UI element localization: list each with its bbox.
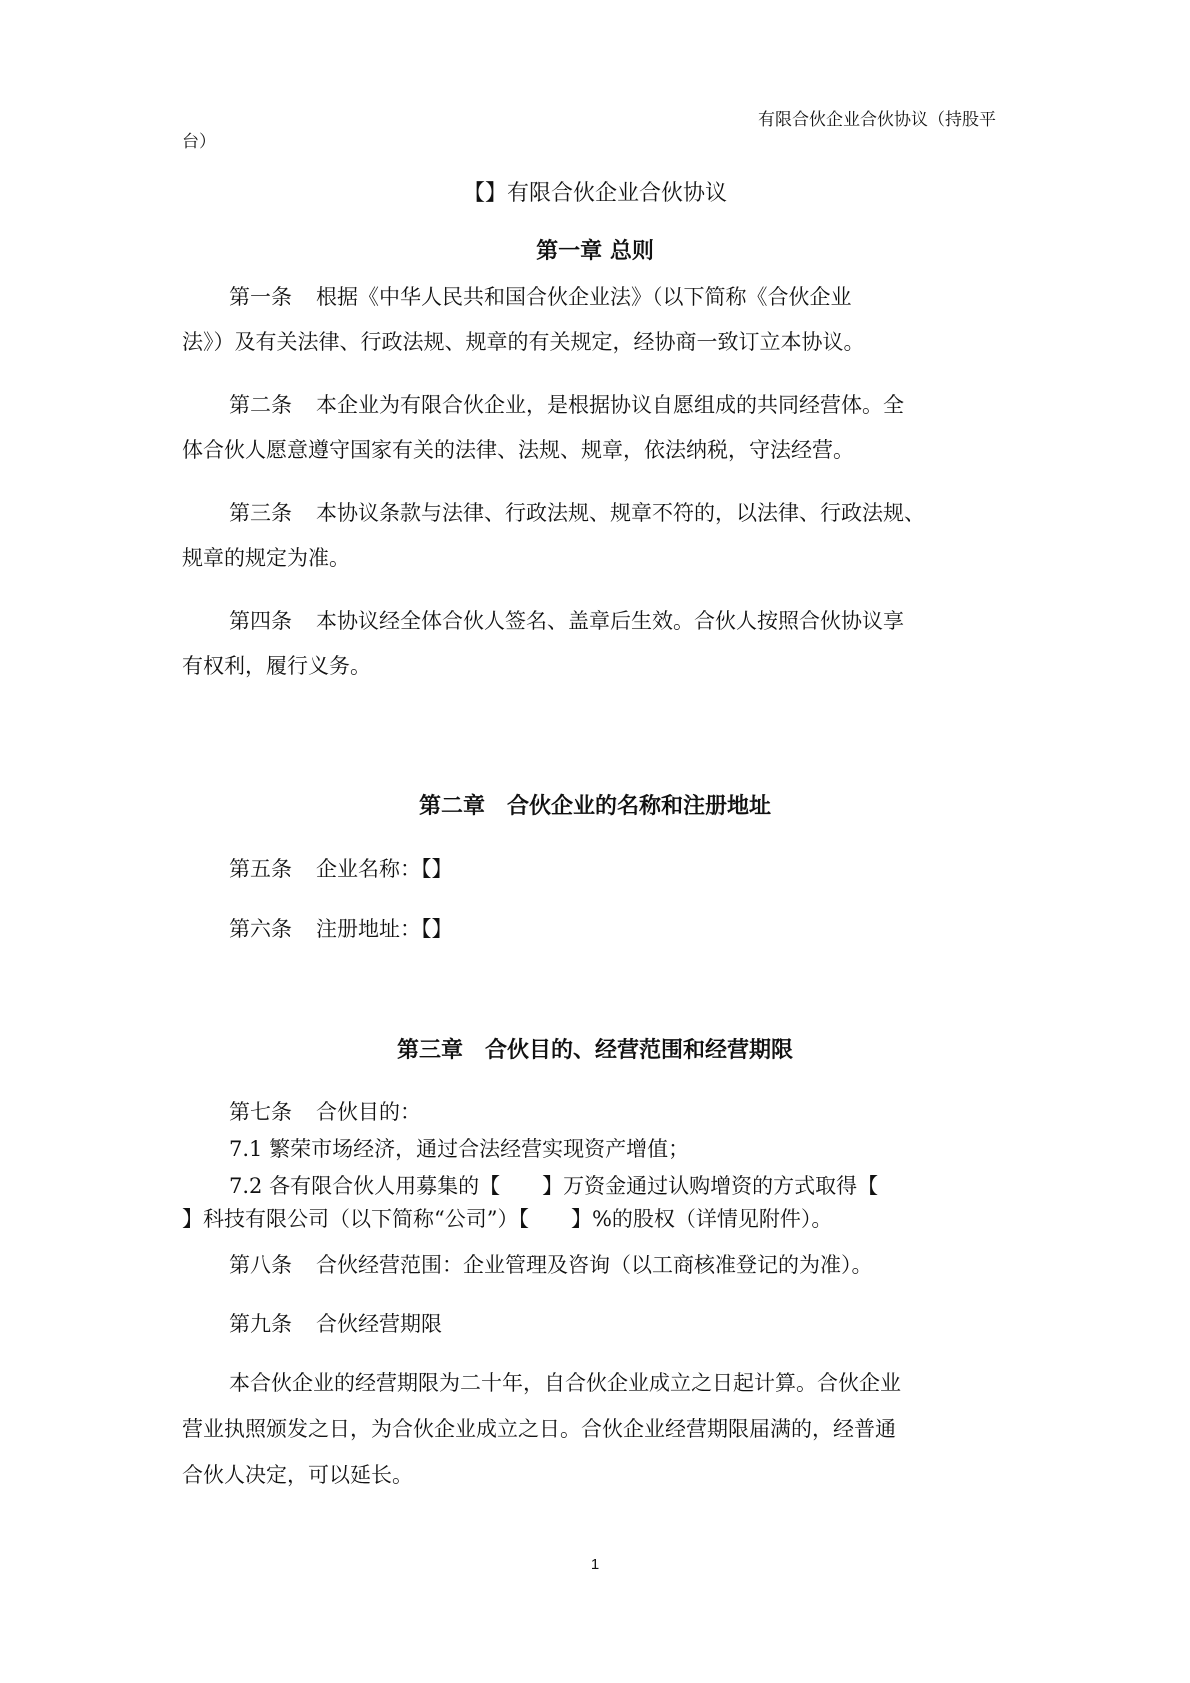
term-paragraph-line-2: 营业执照颁发之日，为合伙企业成立之日。合伙企业经营期限届满的，经普通 xyxy=(182,1417,896,1441)
page-number: 1 xyxy=(590,1556,600,1573)
article-1-line-1 xyxy=(229,283,852,311)
article-number: 第三条 xyxy=(229,501,292,525)
article-text: 本企业为有限合伙企业，是根据协议自愿组成的共同经营体。全 xyxy=(316,393,904,417)
article-text: 企业名称：【】 xyxy=(316,857,453,881)
item-7-1: 7.1 繁荣市场经济，通过合法经营实现资产增值； xyxy=(229,1137,690,1161)
item-7-2-line-2: 】科技有限公司（以下简称“公司”）【 】%的股权（详情见附件）。 xyxy=(182,1207,833,1231)
chapter-2-heading: 第二章 合伙企业的名称和注册地址 xyxy=(418,793,771,819)
article-6 xyxy=(229,915,453,943)
article-text: 合伙目的： xyxy=(316,1100,421,1124)
chapter-3-heading: 第三章 合伙目的、经营范围和经营期限 xyxy=(396,1037,793,1063)
article-text: 本协议经全体合伙人签名、盖章后生效。合伙人按照合伙协议享 xyxy=(316,609,904,633)
article-text: 注册地址：【】 xyxy=(316,917,453,941)
article-number: 第七条 xyxy=(229,1100,292,1124)
article-text: 合伙经营期限 xyxy=(316,1312,442,1336)
article-8 xyxy=(229,1251,873,1279)
article-7 xyxy=(229,1098,421,1126)
article-number: 第九条 xyxy=(229,1312,292,1336)
chapter-1-heading: 第一章 总则 xyxy=(536,238,654,264)
article-5 xyxy=(229,855,453,883)
term-paragraph-line-3: 合伙人决定，可以延长。 xyxy=(182,1463,413,1487)
article-4-line-1 xyxy=(229,607,904,635)
article-3-line-1 xyxy=(229,499,925,527)
running-header-continuation: 台） xyxy=(182,132,216,152)
term-paragraph-line-1: 本合伙企业的经营期限为二十年，自合伙企业成立之日起计算。合伙企业 xyxy=(229,1371,901,1395)
article-4-line-2: 有权利，履行义务。 xyxy=(182,654,371,678)
article-text: 本协议条款与法律、行政法规、规章不符的，以法律、行政法规、 xyxy=(316,501,925,525)
article-2-line-1 xyxy=(229,391,904,419)
item-7-2-line-1: 7.2 各有限合伙人用募集的【 】万资金通过认购增资的方式取得【 xyxy=(229,1174,879,1198)
article-number: 第五条 xyxy=(229,857,292,881)
article-9 xyxy=(229,1310,442,1338)
article-1-line-2: 法》）及有关法律、行政法规、规章的有关规定，经协商一致订立本协议。 xyxy=(182,330,865,354)
article-number: 第六条 xyxy=(229,917,292,941)
article-3-line-2: 规章的规定为准。 xyxy=(182,546,350,570)
article-number: 第二条 xyxy=(229,393,292,417)
article-text: 合伙经营范围：企业管理及咨询（以工商核准登记的为准）。 xyxy=(316,1253,873,1277)
article-number: 第一条 xyxy=(229,285,292,309)
running-header: 有限合伙企业合伙协议（持股平 xyxy=(758,110,996,130)
article-number: 第四条 xyxy=(229,609,292,633)
article-number: 第八条 xyxy=(229,1253,292,1277)
article-text: 根据《中华人民共和国合伙企业法》（以下简称《合伙企业 xyxy=(316,285,852,309)
document-title: 【】有限合伙企业合伙协议 xyxy=(462,181,727,206)
article-2-line-2: 体合伙人愿意遵守国家有关的法律、法规、规章，依法纳税，守法经营。 xyxy=(182,438,854,462)
